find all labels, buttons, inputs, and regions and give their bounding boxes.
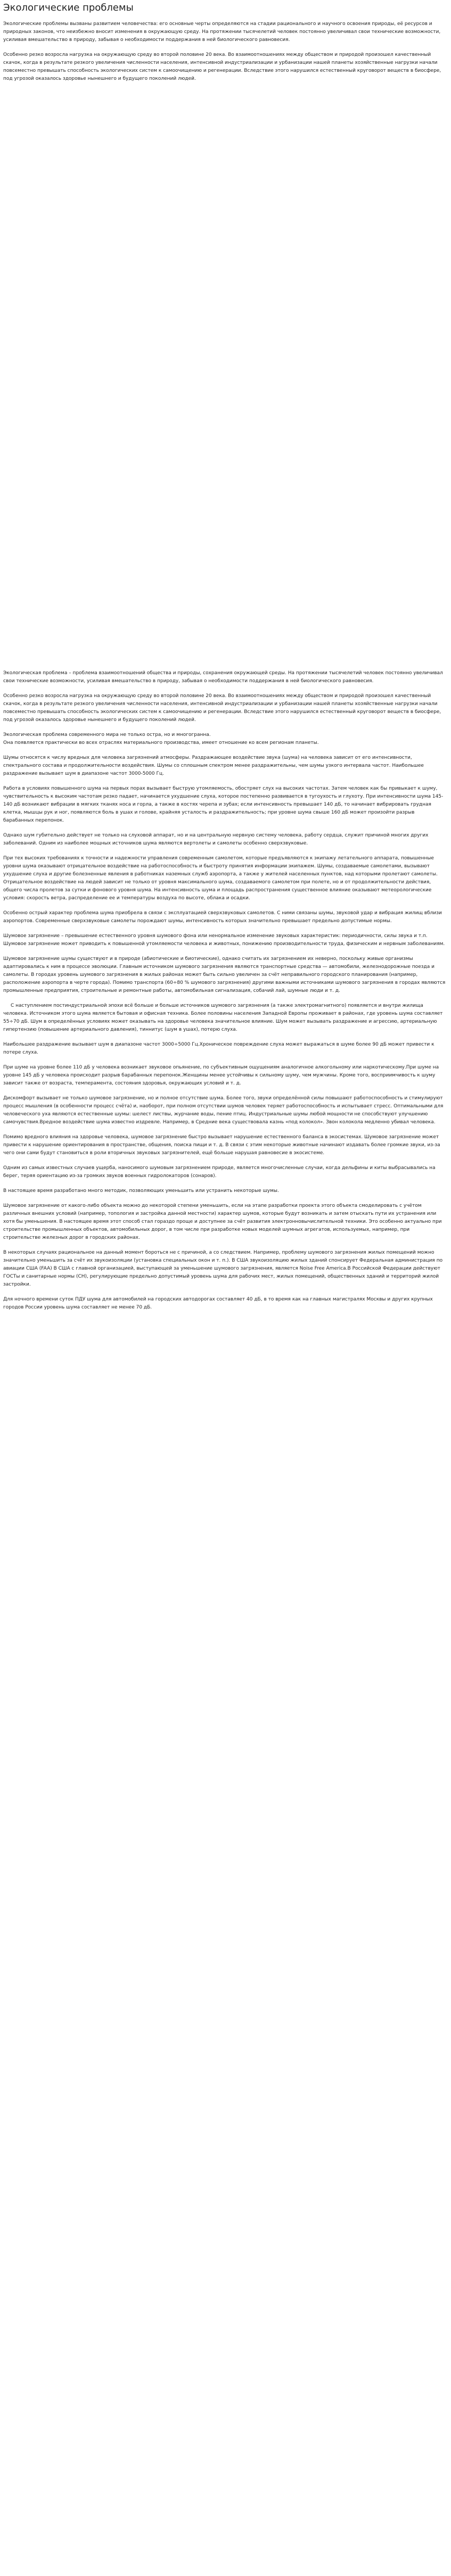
article-paragraph: Работа в условиях повышенного шума на первых порах вызывает быструю утомляемость, обостряет слух на высоких частотах. Затем человек как бы привыкает к шуму, чувствительность к высоким частотам резко падает, начинается ухудшение слуха, которое постепенно развивается в тугоухость и глухоту. При интенсивности шума 145-140 дБ возникают вибрации в мягких тканях носа и горла, а также в костях черепа и зубах; если интенсивность превышает 140 дБ, то начинает вибрировать грудная клетка, мышцы рук и ног, появляются боль в ушах и голове, крайняя усталость и раздражительность; при уровне шума свыше 160 дБ может произойти разрыв барабанных перепонок. xyxy=(3,786,444,823)
article-paragraph: Особенно резко возросла нагрузка на окружающую среду во второй половине 20 века. Во взаимоотношениях между обществом и природой произошел качественный скачок, когда в результате резкого увеличения численности населения, интенсивной индустриализации и урбанизации нашей планеты хозяйственные нагрузки начали повсеместно превышать способность экологических систем к самоочищению и регенерации. Вследствие этого нарушился естественный круговорот веществ в биосфере, под угрозой оказалось здоровье нынешнего и будущего поколений людей. xyxy=(3,693,441,723)
article-paragraph: Для ночного времени суток ПДУ шума для автомобилей на городских автодорогах составляет 40 дБ, в то время как на главных магистралях Москвы и других крупных городов России уровень шума составляет не менее 70 дБ. xyxy=(3,1297,433,1310)
article-paragraph: Особенно острый характер проблема шума приобрела в связи с эксплуатацией сверхзвуковых самолетов. С ними связаны шумы, звуковой удар и вибрация жилищ вблизи аэропортов. Современные сверхзвуковые самолеты порождают шумы, интенсивность которых значительно превышает предельно допустимые нормы. xyxy=(3,910,442,924)
article-paragraph: Экологическая проблема современного мира не только остра, но и многогранна. xyxy=(3,732,211,738)
article-paragraph: Одним из самых известных случаев ущерба, наносимого шумовым загрязнением природе, является многочисленные случаи, когда дельфины и киты выбрасывались на берег, теряя ориентацию из-за громких звуков военных гидролокаторов (сонаров). xyxy=(3,1165,436,1179)
article-paragraph: Шумовое загрязнение – превышение естественного уровня шумового фона или ненормальное изменение звуковых характеристик: периодичности, силы звука и т.п. Шумовое загрязнение может приводить к повышенной утомляемости человека и животных, понижению производительности труда, физическим и нервным заболеваниям. xyxy=(3,933,445,947)
article-paragraph: В некоторых случаях рациональное на данный момент бороться не с причиной, а со следствием. Например, проблему шумового загрязнения жилых помещений можно значительно уменьшить за счёт их звукоизоляции (установка специальных окон и т. п.). В США звукоизоляцию жилых зданий спонсирует Федеральная администрация по авиации США (FAA) В США с главной организацией, выступающей за уменьшение шумового загрязнения, является Noise Free America.В Российской Федерации действуют ГОСТы и санитарные нормы (СН), регулирующие предельно допустимый уровень шума для рабочих мест, жилых помещений, общественных зданий и территорий жилой застройки. xyxy=(3,1250,443,1287)
article-paragraph: Однако шум губительно действует не только на слуховой аппарат, но и на центральную нервную систему человека, работу сердца, служит причиной многих других заболеваний. Одним из наиболее мощных источников шума являются вертолеты и самолеты особенно сверхзвуковые. xyxy=(3,833,429,846)
article-paragraph: Наибольшее раздражение вызывает шум в диапазоне частот 3000÷5000 Гц.Хроническое повреждение слуха может выражаться в шуме более 90 дБ может привести к потере слуха. xyxy=(3,1042,434,1055)
article-body xyxy=(3,669,446,1319)
article-paragraph: С наступлением постиндустриальной эпохи всё больше и больше источников шумового загрязнения (а также электромагнитного) появляется и внутри жилища человека. Источником этого шума является бытовая и офисная техника. Более половины населения Западной Европы проживает в районах, где уровень шума составляет 55÷70 дБ. Шум в определённых условиях может оказывать на здоровье человека значительное влияние. Шум может вызывать раздражение и агрессию, артериальную гипертензию (повышение артериального давления), тиннитус (шум в ушах), потерю слуха. xyxy=(3,1003,443,1032)
article-paragraph: Она появляется практически во всех отраслях материального производства, имеет отношение ко всем регионам планеты. xyxy=(3,740,319,746)
article-paragraph: При шуме на уровне более 110 дБ у человека возникает звуковое опьянение, по субъективным ощущениям аналогичное алкогольному или наркотическому.При шуме на уровне 145 дБ у человека происходит разрыв барабанных перепонок.Женщины менее устойчивы к сильному шуму, чем мужчины. Кроме того, восприимчивость к шуму зависит также от возраста, темперамента, состояния здоровья, окружающих условий и т. д. xyxy=(3,1065,439,1086)
article-paragraph: Шумовое загрязнение шумы существуют и в природе (абиотические и биотические), однако считать их загрязнением их неверно, поскольку живые организмы адаптировались к ним в процессе эволюции. Главным источником шумового загрязнения являются транспортные средства — автомобили, железнодорожные поезда и самолеты. В городах уровень шумового загрязнения в жилых районах может быть сильно увеличен за счёт неправильного городского планирования (например, расположение аэропорта в черте города). Помимо транспорта (60÷80 % шумового загрязнения) другими важными источниками шумового загрязнения в городах являются промышленные предприятия, строительные и ремонтные работы, автомобильная сигнализация, собачий лай, шумные люди и т. д. xyxy=(3,956,446,993)
article-paragraph: Шумы относятся к числу вредных для человека загрязнений атмосферы. Раздражающее воздействие звука (шума) на человека зависит от его интенсивности, спектрального состава и продолжительности воздействия. Шумы со сплошным спектром менее раздражительны, чем шумы узкого интервала частот. Наибольшее раздражение вызывает шум в диапазоне частот 3000-5000 Гц. xyxy=(3,755,424,776)
article-paragraph: При тех высоких требованиях к точности и надежности управления современным самолетом, которые предъявляются к экипажу летательного аппарата, повышенные уровни шума оказывают отрицательное воздействие на работоспособность и быстроту принятия информации экипажем. Шумы, создаваемые самолетами, вызывают ухудшение слуха и другие болезненные явления в работниках наземных служб аэропорта, а также у жителей населенных пунктов, над которыми пролетают самолеты. Отрицательное воздействие на людей зависит не только от уровня максимального шума, создаваемого самолетом при полете, но и от продолжительности действия, общего числа пролетов за сутки и фонового уровня шума. На интенсивность шума и площадь распространения существенное влияние оказывают метеорологические условия: скорость ветра, распределение ее и температуры воздуха по высоте, облака и осадки. xyxy=(3,856,438,901)
page-title: Экологические проблемы xyxy=(3,2,134,13)
article-paragraph: В настоящее время разработано много методик, позволяющих уменьшить или устранить некоторые шумы. xyxy=(3,1188,279,1194)
article-paragraph: Дискомфорт вызывает не только шумовое загрязнение, но и полное отсутствие шума. Более того, звуки определённой силы повышают работоспособность и стимулируют процесс мышления (в особенности процесс счёта) и, наоборот, при полном отсутствии шумов человек теряет работоспособность и испытывает стресс. Оптимальными для человеческого уха являются естественные шумы: шелест листвы, журчание воды, пение птиц. Индустриальные шумы любой мощности не способствуют улучшению самочувствия.Вредное воздействие шума известно издревле. Например, в Средние века существовала казнь «под колокол». Звон колокола медленно убивал человека. xyxy=(3,1096,444,1125)
article-paragraph: Экологическая проблема – проблема взаимоотношений общества и природы, сохранения окружающей среды. На протяжении тысячелетий человек постоянно увеличивал свои технические возможности, усиливая вмешательство в природу, забывая о необходимости поддержания в ней биологического равновесия. xyxy=(3,670,443,684)
article-paragraph: Шумовое загрязнение от какого-либо объекта можно до некоторой степени уменьшить, если на этапе разработки проекта этого объекта смоделировать с учётом различных внешних условий (например, топология и застройка данной местности) характер шумов, которые будут возникать и затем отыскать пути их устранения или хотя бы уменьшения. В настоящее время этот способ стал гораздо проще и доступнее за счёт развития электронновычислительной техники. Это особенно актуально при строительстве промышленных объектов, автомобильных дорог, в том числе при разработке новых моделей шумных агрегатов, используемых, например, при строительстве железных дорог в городских районах. xyxy=(3,1203,442,1240)
intro-paragraph: Экологические проблемы вызваны развитием человечества: его основные черты определяются на стадии рационального и научного освоения природы, её ресурсов и природных законов, что неизбежно вносит изменения в окружающую среду. На протяжении тысячелетий человек постоянно увеличивал свои технические возможности, усиливая вмешательство в природу, забывая о необходимости поддержания в ней биологического равновесия. xyxy=(3,21,441,43)
intro-section xyxy=(3,20,446,90)
article-paragraph: Помимо вредного влияния на здоровье человека, шумовое загрязнение быстро вызывает нарушение естественного баланса в экосистемах. Шумовое загрязнение может привести к нарушение ориентирования в пространстве, общения, поиска пищи и т. д. В связи с этим некоторые животные начинают издавать более громкие звуки, из-за чего они сами будут становиться в роли вторичных звуковых загрязнителей, ещё больше нарушая равновесие в экосистеме. xyxy=(3,1134,440,1156)
intro-paragraph: Особенно резко возросла нагрузка на окружающую среду во второй половине 20 века. Во взаимоотношениях между обществом и природой произошел качественный скачок, когда в результате резкого увеличения численности населения, интенсивной индустриализации и урбанизации нашей планеты хозяйственные нагрузки начали повсеместно превышать способность экологических систем к самоочищению и регенерации. Вследствие этого нарушился естественный круговорот веществ в биосфере, под угрозой оказалось здоровье нынешнего и будущего поколений людей. xyxy=(3,52,441,81)
